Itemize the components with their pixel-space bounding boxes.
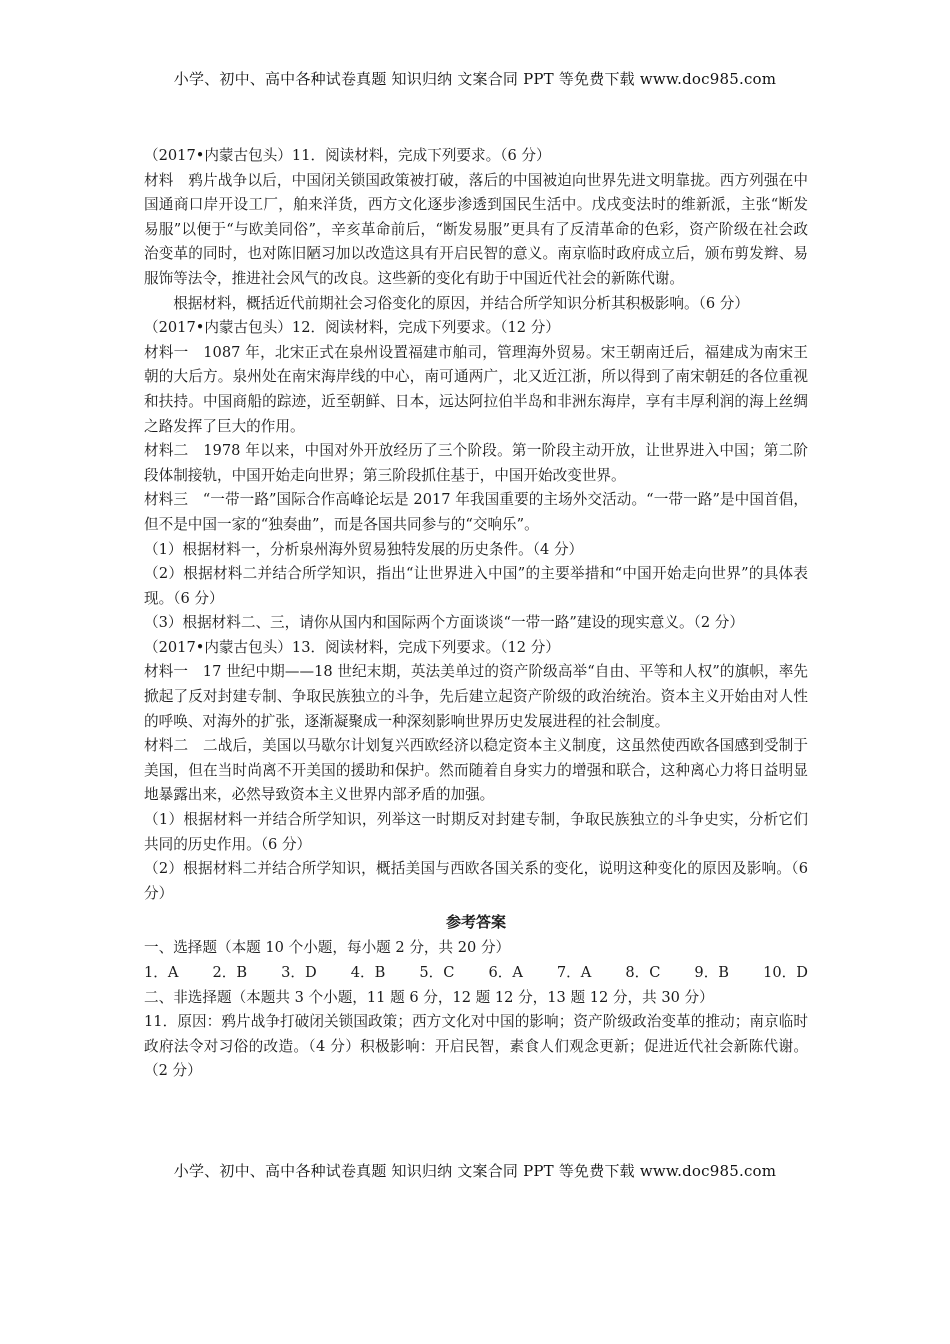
choice-answer: 1．A (144, 964, 179, 981)
q11-question: 根据材料，概括近代前期社会习俗变化的原因，并结合所学知识分析其积极影响。（6 分） (173, 294, 749, 312)
exam-content (144, 144, 808, 1084)
q12-title: （2017•内蒙古包头）12．阅读材料，完成下列要求。（12 分） (144, 319, 560, 337)
q12-material-3: 材料三 “一带一路”国际合作高峰论坛是 2017 年我国重要的主场外交活动。“一带一路”是中国首倡，但不是中国一家的“独奏曲”，而是各国共同参与的“交响乐”。 (144, 491, 808, 533)
site-footer: 小学、初中、高中各种试卷真题 知识归纳 文案合同 PPT 等免费下载 www.doc985.com (173, 1162, 777, 1180)
choice-answer: 9．B (694, 964, 730, 981)
answer-section-1: 一、选择题（本题 10 个小题，每小题 2 分，共 20 分） (144, 939, 511, 957)
answer-section-2: 二、非选择题（本题共 3 个小题，11 题 6 分，12 题 12 分，13 题 12 分，共 30 分） (144, 988, 714, 1006)
q13-material-1: 材料一 17 世纪中期——18 世纪末期，英法美单过的资产阶级高举“自由、平等和人权”的旗帜，率先掀起了反对封建专制、争取民族独立的斗争，先后建立起资产阶级的政治统治。资本主义开始由对人性的呼唤、对海外的扩张，逐渐凝聚成一种深刻影响世界历史发展进程的社会制度。 (144, 663, 808, 730)
choice-answer: 5．C (419, 964, 455, 981)
choice-answer: 8．C (625, 964, 661, 981)
answer-11: 11．原因：鸦片战争打破闭关锁国政策；西方文化对中国的影响；资产阶级政治变革的推动；南京临时政府法令对习俗的改造。（4 分）积极影响：开启民智，素食人们观念更新；促进近代社会新陈代谢。（2 分） (144, 1013, 808, 1080)
choice-answer: 2．B (212, 964, 248, 981)
choice-answer: 4．B (350, 964, 386, 981)
site-header: 小学、初中、高中各种试卷真题 知识归纳 文案合同 PPT 等免费下载 www.doc985.com (173, 70, 777, 88)
q11-material: 材料 鸦片战争以后，中国闭关锁国政策被打破，落后的中国被迫向世界先进文明靠拢。西方列强在中国通商口岸开设工厂，舶来洋货，西方文化逐步渗透到国民生活中。戊戌变法时的维新派，主张“断发易服”以便于“与欧美同俗”，辛亥革命前后，“断发易服”更具有了反清革命的色彩，资产阶级在社会政治变革的同时，也对陈旧陋习加以改造这具有开启民智的意义。南京临时政府成立后，颁布剪发辫、易服饰等法令，推进社会风气的改良。这些新的变化有助于中国近代社会的新陈代谢。 (144, 171, 808, 287)
q13-sub-2: （2）根据材料二并结合所学知识，概括美国与西欧各国关系的变化，说明这种变化的原因及影响。（6 分） (144, 860, 808, 902)
choice-answer: 7．A (556, 964, 592, 981)
q12-sub-3: （3）根据材料二、三，请你从国内和国际两个方面谈谈“一带一路”建设的现实意义。（2 分） (144, 614, 744, 632)
choice-answer: 10．D (763, 964, 808, 981)
q12-material-2: 材料二 1978 年以来，中国对外开放经历了三个阶段。第一阶段主动开放，让世界进入中国；第二阶段体制接轨，中国开始走向世界；第三阶段抓住基于，中国开始改变世界。 (144, 442, 808, 484)
q13-title: （2017•内蒙古包头）13．阅读材料，完成下列要求。（12 分） (144, 638, 560, 656)
q12-sub-1: （1）根据材料一，分析泉州海外贸易独特发展的历史条件。（4 分） (144, 540, 584, 558)
q12-sub-2: （2）根据材料二并结合所学知识，指出“让世界进入中国”的主要举措和“中国开始走向世界”的具体表现。（6 分） (144, 565, 808, 607)
choice-answer: 3．D (281, 964, 317, 981)
choice-answer: 6．A (488, 964, 523, 981)
answer-key-heading: 参考答案 (445, 913, 506, 932)
choice-answers (144, 961, 808, 986)
q11-title: （2017•内蒙古包头）11．阅读材料，完成下列要求。（6 分） (144, 147, 551, 164)
q13-material-2: 材料二 二战后，美国以马歇尔计划复兴西欧经济以稳定资本主义制度，这虽然使西欧各国感到受制于美国，但在当时尚离不开美国的援助和保护。然而随着自身实力的增强和联合，这种离心力将日益明显地暴露出来，必然导致资本主义世界内部矛盾的加强。 (144, 737, 808, 804)
q12-material-1: 材料一 1087 年，北宋正式在泉州设置福建市舶司，管理海外贸易。宋王朝南迁后，福建成为南宋王朝的大后方。泉州处在南宋海岸线的中心，南可通两广，北又近江浙，所以得到了南宋朝廷的各位重视和扶持。中国商船的踪迹，近至朝鲜、日本，远达阿拉伯半岛和非洲东海岸，享有丰厚利润的海上丝绸之路发挥了巨大的作用。 (144, 343, 808, 435)
q13-sub-1: （1）根据材料一并结合所学知识，列举这一时期反对封建专制，争取民族独立的斗争史实，分析它们共同的历史作用。（6 分） (144, 811, 808, 853)
